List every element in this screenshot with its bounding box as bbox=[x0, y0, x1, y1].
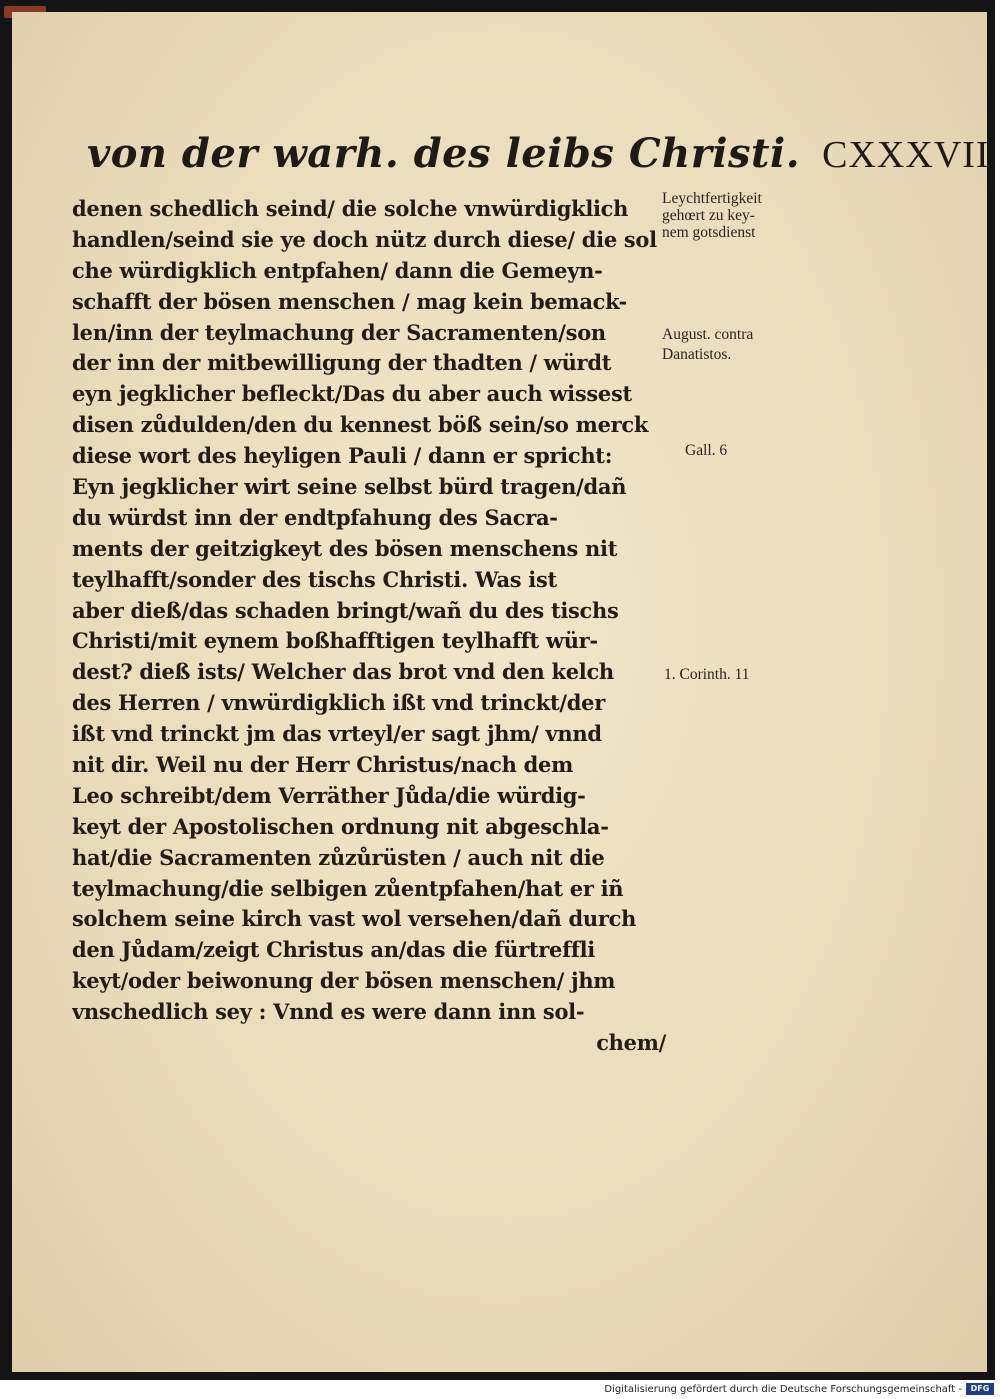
text-line: ißt vnd trinckt jm das vrteyl/er sagt jhm/ vnnd bbox=[72, 721, 602, 747]
catchword: chem/ bbox=[596, 1030, 666, 1056]
text-line: Eyn jegklicher wirt seine selbst bürd tragen/dañ bbox=[72, 474, 627, 500]
margin-note: gehœrt zu key- bbox=[662, 207, 755, 224]
text-line: keyt der Apostolischen ordnung nit abgeschla- bbox=[72, 813, 609, 839]
funding-credit: Digitalisierung gefördert durch die Deutsche Forschungsgemeinschaft - bbox=[604, 1384, 962, 1395]
text-line: disen zůdulden/den du kennest böß sein/so merck bbox=[72, 412, 649, 438]
text-line: diese wort des heyligen Pauli / dann er spricht: bbox=[72, 443, 613, 469]
text-line: keyt/oder beiwonung der bösen menschen/ jhm bbox=[72, 968, 616, 994]
text-line: handlen/seind sie ye doch nütz durch diese/ die sol bbox=[72, 226, 657, 252]
margin-note: Leychtfertigkeit bbox=[662, 190, 762, 207]
text-line: len/inn der teylmachung der Sacramenten/son bbox=[72, 319, 606, 345]
text-line: teylmachung/die selbigen zůentpfahen/hat er iñ bbox=[72, 875, 624, 901]
body-text bbox=[72, 194, 672, 1059]
text-line: den Jůdam/zeigt Christus an/das die fürtreffli bbox=[72, 937, 595, 963]
folio-number: CXXXVII bbox=[822, 134, 990, 176]
margin-note: nem gotsdienst bbox=[662, 224, 756, 241]
text-line: ments der geitzigkeyt des bösen menschens nit bbox=[72, 535, 618, 561]
text-line: dest? dieß ists/ Welcher das brot vnd den kelch bbox=[72, 659, 614, 685]
dfg-logo: DFG bbox=[966, 1383, 994, 1395]
text-line: Leo schreibt/dem Verräther Jůda/die würdig- bbox=[72, 782, 586, 808]
text-line: des Herren / vnwürdigklich ißt vnd trinckt/der bbox=[72, 690, 605, 716]
text-line: hat/die Sacramenten zůzůrüsten / auch nit die bbox=[72, 844, 605, 870]
text-line: schafft der bösen menschen / mag kein bemack- bbox=[72, 288, 627, 314]
margin-note: Danatistos. bbox=[662, 346, 732, 363]
text-line: Christi/mit eynem boßhafftigen teylhafft wür- bbox=[72, 628, 598, 654]
text-line: denen schedlich seind/ die solche vnwürdigklich bbox=[72, 196, 629, 221]
text-line: eyn jegklicher befleckt/Das du aber auch wissest bbox=[72, 381, 632, 407]
text-line: aber dieß/das schaden bringt/wañ du des tischs bbox=[72, 597, 619, 623]
margin-note: 1. Corinth. 11 bbox=[664, 666, 750, 683]
book-page bbox=[12, 12, 990, 1372]
margin-note: Gall. 6 bbox=[685, 442, 728, 459]
text-line: che würdigklich entpfahen/ dann die Gemeyn- bbox=[72, 257, 603, 283]
margin-note: August. contra bbox=[662, 326, 754, 343]
text-line: teylhafft/sonder des tischs Christi. Was ist bbox=[72, 566, 557, 592]
text-line: du würdst inn der endtpfahung des Sacra- bbox=[72, 504, 558, 530]
text-line: vnschedlich sey : Vnnd es were dann inn sol- bbox=[72, 999, 585, 1025]
text-line: nit dir. Weil nu der Herr Christus/nach dem bbox=[72, 752, 573, 778]
text-line: der inn der mitbewilligung der thadten / würdt bbox=[72, 350, 612, 376]
text-line: solchem seine kirch vast wol versehen/dañ durch bbox=[72, 906, 637, 932]
running-head: von der warh. des leibs Christi. bbox=[87, 130, 801, 177]
